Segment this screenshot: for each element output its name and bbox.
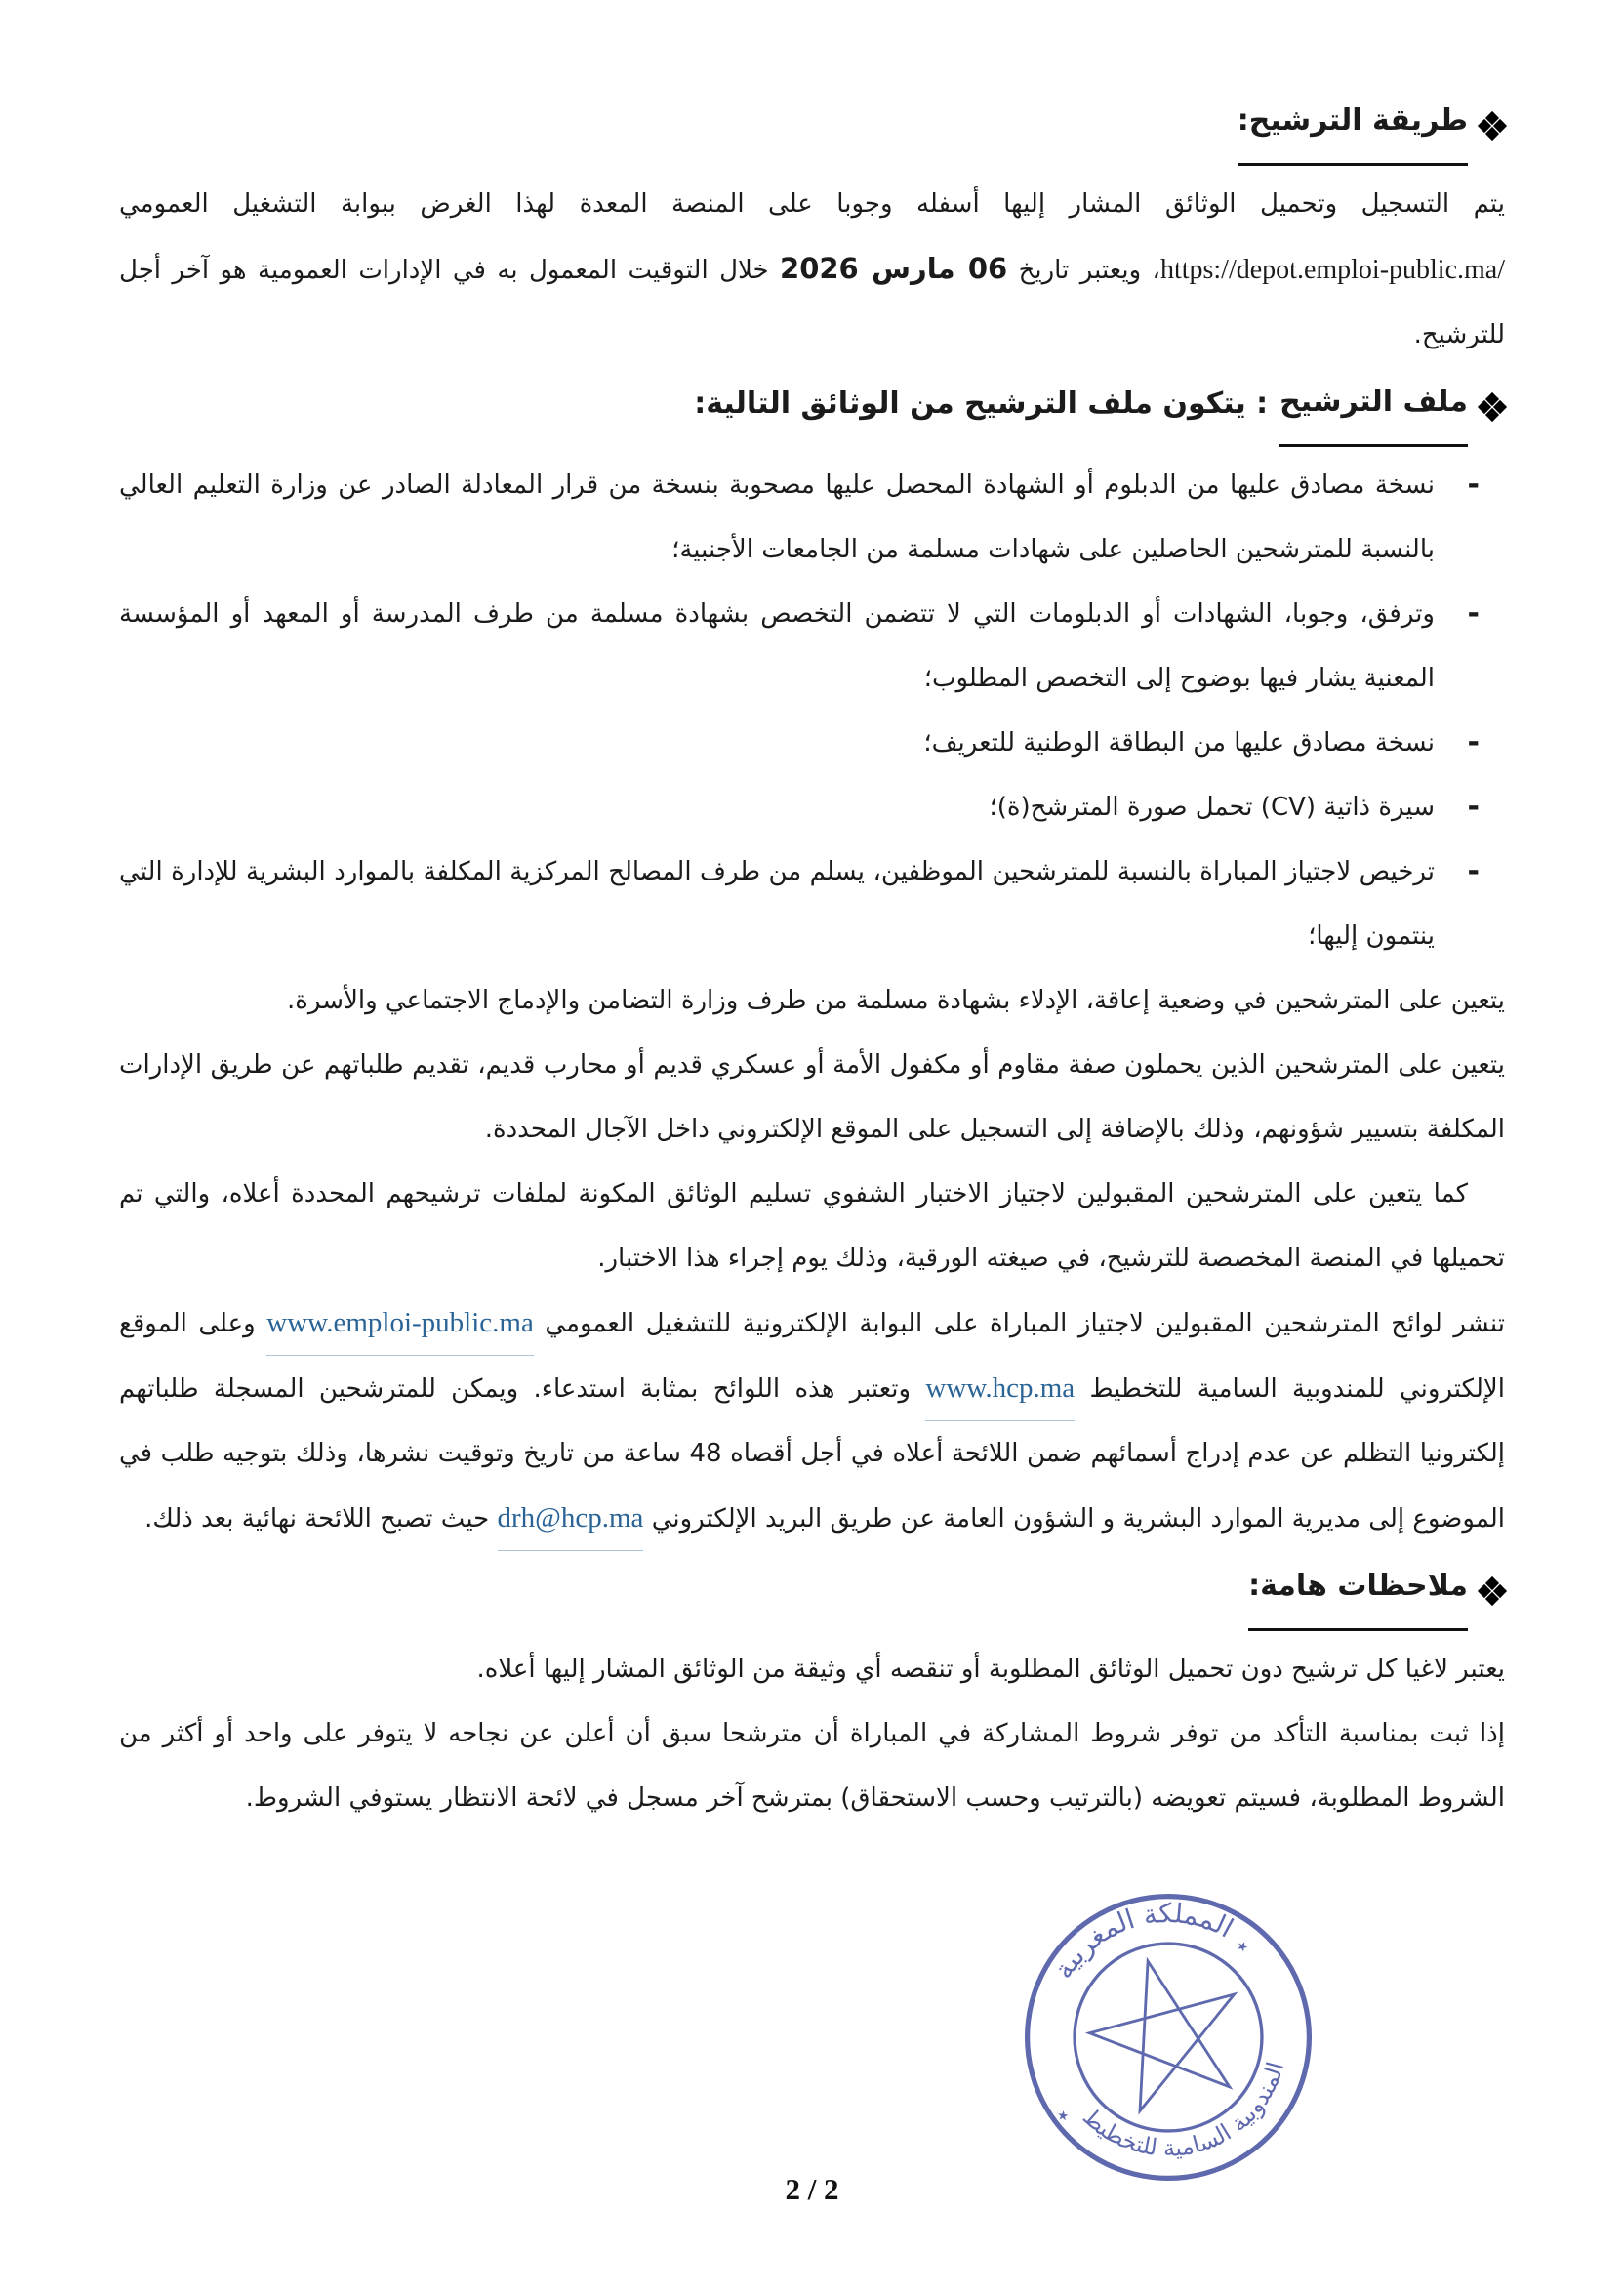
deadline-date: 06 مارس 2026: [780, 252, 1008, 285]
method-text-1: يتم التسجيل وتحميل الوثائق المشار إليها أسفله وجوبا على المنصة المعدة لهذا الغرض ببوابة التشغيل العمومي: [119, 189, 1505, 219]
note-paragraph-2: إذا ثبت بمناسبة التأكد من توفر شروط المشاركة في المباراة أن مترشحا سبق أن أعلن عن نجاحه لا يتوفر على واحد أو أكثر من الشروط المطلوبة، فسيتم تعويضه (بالترتيب وحسب الاستحقاق) بمترشح آخر مسجل في لائحة الانتظار يستوفي الشروط.: [119, 1719, 1505, 1813]
lists-text-3: وتعتبر هذه اللوائح بمثابة استدعاء. ويمكن للمترشحين المسجلة طلباتهم إلكترونيا التظلم عن عدم إدراج أسمائهم ضمن اللائحة أعلاه في أجل أقصاه 48 ساعة من تاريخ وتوقيت نشرها، وذلك بتوجيه طلب في الموضوع إلى مديرية الموارد البشرية و الشؤون العامة عن طريق البريد الإلكتروني: [119, 1374, 1506, 1534]
note-paragraph-1: يعتبر لاغيا كل ترشيح دون تحميل الوثائق المطلوبة أو تنقصه أي وثيقة من الوثائق المشار إليها أعلاه.: [476, 1655, 1505, 1684]
list-item: [119, 582, 1480, 711]
admitted-lists-paragraph: [119, 1290, 1505, 1551]
method-text-2: ، ويعتبر تاريخ: [1007, 256, 1160, 285]
emploi-public-link[interactable]: www.emploi-public.ma: [266, 1290, 534, 1356]
section-heading-method: [119, 86, 1505, 166]
list-item: [119, 453, 1480, 582]
list-item-text: وترفق، وجوبا، الشهادات أو الدبلومات التي لا تتضمن التخصص بشهادة مسلمة من طرف المدرسة أو المعهد أو المؤسسة المعنية يشار فيها بوضوح إلى التخصص المطلوب؛: [119, 599, 1435, 693]
oral-test-paragraph: كما يتعين على المترشحين المقبولين لاجتياز الاختبار الشفوي تسليم الوثائق المكونة لملفات ترشيحهم المحددة أعلاه، والتي تم تحميلها في المنصة المخصصة للترشيح، في صيغته الورقية، وذلك يوم إجراء هذا الاختبار.: [119, 1179, 1505, 1273]
stamp-star-separator-left: ٭: [1048, 2105, 1077, 2127]
section-title-file-rest: : يتكون ملف الترشيح من الوثائق التالية:: [694, 386, 1269, 421]
list-item-text: سيرة ذاتية (CV) تحمل صورة المترشح(ة)؛: [989, 793, 1435, 822]
section-title-file: ملف الترشيح: [1279, 367, 1468, 447]
list-item-text: نسخة مصادق عليها من الدبلوم أو الشهادة المحصل عليها مصحوبة بنسخة من قرار المعادلة الصادر عن وزارة التعليم العالي بالنسبة للمترشحين الحاصلين على شهادات مسلمة من الجامعات الأجنبية؛: [119, 471, 1435, 564]
dash-marker: -: [1467, 468, 1480, 502]
dash-marker: -: [1467, 854, 1480, 888]
four-diamond-bullet-icon: [1480, 113, 1505, 139]
drh-email-link[interactable]: drh@hcp.ma: [498, 1486, 644, 1551]
official-stamp: [958, 1852, 1378, 2227]
method-text-3: خلال التوقيت المعمول به في الإدارات العمومية هو آخر أجل للترشيح.: [119, 256, 1505, 349]
list-item: [119, 775, 1480, 839]
stamp-ring-top-text: المملكة المغربية: [1047, 1898, 1238, 1985]
stamp-ring-bottom-text: المندوبية السامية للتخطيط: [1077, 2059, 1290, 2162]
stamp-seal-graphic: [958, 1852, 1378, 2223]
disability-paragraph: يتعين على المترشحين في وضعية إعاقة، الإدلاء بشهادة مسلمة من طرف وزارة التضامن والإدماج الاجتماعي والأسرة.: [287, 986, 1505, 1015]
section-title-notes: ملاحظات هامة:: [1248, 1551, 1468, 1631]
list-item: [119, 711, 1480, 775]
dash-marker: -: [1467, 725, 1480, 759]
list-item-text: نسخة مصادق عليها من البطاقة الوطنية للتعريف؛: [923, 728, 1435, 758]
required-documents-list: [119, 453, 1505, 968]
lists-text-4: حيث تصبح اللائحة نهائية بعد ذلك.: [144, 1504, 498, 1534]
four-diamond-bullet-icon: [1480, 394, 1505, 420]
dash-marker: -: [1467, 790, 1480, 824]
four-diamond-bullet-icon: [1480, 1578, 1505, 1604]
lists-text-1: تنشر لوائح المترشحين المقبولين لاجتياز المباراة على البوابة الإلكترونية للتشغيل العمومي: [533, 1309, 1505, 1338]
lists-text-2: وعلى الموقع الإلكتروني للمندوبية السامية للتخطيط: [119, 1309, 1505, 1404]
section-heading-file: [119, 367, 1505, 447]
veterans-paragraph: يتعين على المترشحين الذين يحملون صفة مقاوم أو مكفول الأمة أو عسكري قديم أو محارب قديم، تقديم طلباتهم عن طريق الإدارات المكلفة بتسيير شؤونهم، وذلك بالإضافة إلى التسجيل على الموقع الإلكتروني داخل الآجال المحددة.: [119, 1050, 1505, 1144]
dash-marker: -: [1467, 596, 1480, 631]
list-item: [119, 839, 1480, 968]
list-item-text: ترخيص لاجتياز المباراة بالنسبة للمترشحين الموظفين، يسلم من طرف المصالح المركزية المكلفة بالموارد البشرية للإدارة التي ينتمون إليها؛: [119, 857, 1435, 951]
svg-text:المملكة المغربية: [1037, 1877, 1244, 1989]
depot-url: https://depot.emploi-public.ma/: [1159, 255, 1505, 285]
hcp-website-link[interactable]: www.hcp.ma: [925, 1356, 1075, 1421]
page-number: 2 / 2: [785, 2172, 839, 2206]
document-content: [119, 86, 1505, 2227]
section-heading-notes: [119, 1551, 1505, 1631]
section-title-method: طريقة الترشيح:: [1238, 86, 1468, 166]
stamp-star-separator-right: ٭: [1231, 1932, 1254, 1961]
method-paragraph: [119, 172, 1505, 367]
